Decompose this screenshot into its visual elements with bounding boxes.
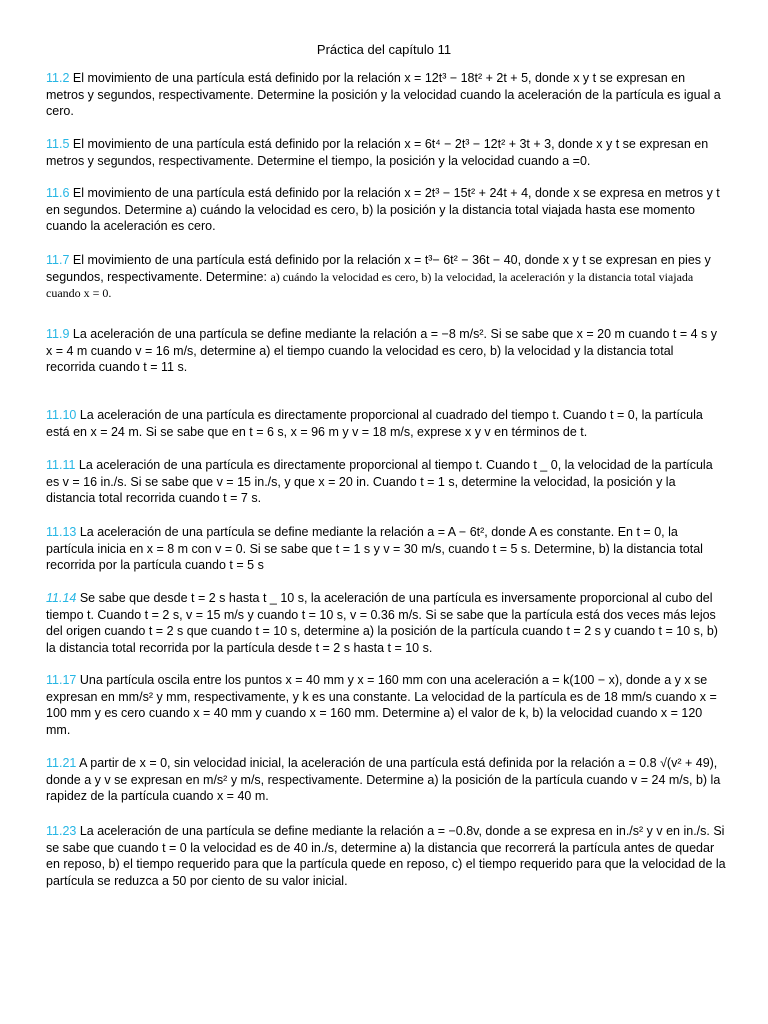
problem-11-9 [46, 326, 726, 376]
problem-text: Se sabe que desde t = 2 s hasta t _ 10 s, la aceleración de una partícula es inversamente proporcional al cubo del tiempo t. Cuando t = 2 s, v = 15 m/s y cuando t = 10 s, v = 0.36 m/s. Si se sabe que la partícula está dos veces más lejos del origen cuando t = 2 s que cuando t = 10 s, determine a) la posición de la partícula cuando t = 2 s y cuando t = 10 s, b) la distancia total recorrida por la partícula desde t = 2 s hasta t = 10 s. [46, 591, 718, 655]
problem-number: 11.7 [46, 253, 70, 267]
problem-number: 11.21 [46, 756, 77, 770]
problem-number: 11.11 [46, 458, 76, 472]
problem-text-continued: a) cuándo la velocidad es cero, b) la velocidad, la aceleración y la distancia total viajada cuando x = 0. [46, 269, 694, 300]
problem-text: El movimiento de una partícula está definido por la relación x = 6t⁴ − 2t³ − 12t² + 3t + 3, donde x y t se expresan en metros y segundos, respectivamente. Determine el tiempo, la posición y la velocidad cuando a =0. [46, 137, 709, 168]
problem-number: 11.6 [46, 186, 70, 200]
problem-number: 11.17 [46, 673, 77, 687]
problem-text: El movimiento de una partícula está definido por la relación x = 2t³ − 15t² + 24t + 4, donde x se expresa en metros y t en segundos. Determine a) cuándo la velocidad es cero, b) la posición y la distancia total viajada hasta ese momento cuando la aceleración es cero. [46, 186, 720, 233]
problem-11-5 [46, 136, 726, 169]
page-title: Práctica del capítulo 11 [316, 42, 452, 57]
problem-number: 11.10 [46, 408, 77, 422]
problem-11-2 [46, 70, 726, 120]
problem-11-10 [46, 407, 726, 440]
problem-text: La aceleración de una partícula se define mediante la relación a = A − 6t², donde A es constante. En t = 0, la partícula inicia en x = 8 m con v = 0. Si se sabe que t = 1 s y v = 30 m/s, cuando t = 5 s. Determine, b) la distancia total recorrida por la partícula cuando t = 5 s [46, 525, 703, 572]
problem-number: 11.2 [46, 71, 70, 85]
problem-11-7 [46, 252, 726, 302]
problem-11-17 [46, 672, 726, 738]
problem-11-11 [46, 457, 726, 507]
problem-text: El movimiento de una partícula está definido por la relación x = t³− 6t² − 36t − 40, donde x y t se expresan en pies y segundos, respectivamente. Determine: [46, 253, 711, 284]
problem-text: La aceleración de una partícula se define mediante la relación a = −0.8v, donde a se expresa en in./s² y v en in./s. Si se sabe que cuando t = 0 la velocidad es de 40 in./s, determine a) la distancia que recorrerá la partícula antes de quedar en reposo, b) el tiempo requerido para que la partícula quede en reposo, c) el tiempo requerido para que la velocidad de la partícula se reduzca a 50 por ciento de su valor inicial. [46, 824, 726, 888]
problem-11-14 [46, 590, 726, 656]
problem-11-23 [46, 823, 726, 889]
problem-text: La aceleración de una partícula es directamente proporcional al cuadrado del tiempo t. Cuando t = 0, la partícula está en x = 24 m. Si se sabe que en t = 6 s, x = 96 m y v = 18 m/s, exprese x y v en términos de t. [46, 408, 703, 439]
problem-text: A partir de x = 0, sin velocidad inicial, la aceleración de una partícula está definida por la relación a = 0.8 √(v² + 49), donde a y v se expresan en m/s² y m/s, respectivamente. Determine a) la posición de la partícula cuando v = 24 m/s, b) la rapidez de la partícula cuando x = 40 m. [46, 756, 721, 803]
problem-number: 11.9 [46, 327, 70, 341]
problem-text: Una partícula oscila entre los puntos x = 40 mm y x = 160 mm con una aceleración a = k(100 − x), donde a y x se expresan en mm/s² y mm, respectivamente, y k es una constante. La velocidad de la partícula es de 18 mm/s cuando x = 100 mm y es cero cuando x = 40 mm y cuando x = 160 mm. Determine a) el valor de k, b) la velocidad cuando x = 120 mm. [46, 673, 717, 737]
problem-text: La aceleración de una partícula se define mediante la relación a = −8 m/s². Si se sabe que x = 20 m cuando t = 4 s y x = 4 m cuando v = 16 m/s, determine a) el tiempo cuando la velocidad es cero, b) la velocidad y la distancia total recorrida cuando t = 11 s. [46, 327, 718, 374]
problem-11-13 [46, 524, 726, 574]
problem-number: 11.14 [46, 591, 77, 605]
problem-number: 11.13 [46, 525, 77, 539]
problem-11-6 [46, 185, 726, 235]
problem-text: El movimiento de una partícula está definido por la relación x = 12t³ − 18t² + 2t + 5, donde x y t se expresan en metros y segundos, respectivamente. Determine la posición y la velocidad cuando la aceleración de la partícula es igual a cero. [46, 71, 721, 118]
problem-number: 11.5 [46, 137, 70, 151]
problem-11-21 [46, 755, 726, 805]
problem-number: 11.23 [46, 824, 77, 838]
problem-text: La aceleración de una partícula es directamente proporcional al tiempo t. Cuando t _ 0, la velocidad de la partícula es v = 16 in./s. Si se sabe que v = 15 in./s, y que x = 20 in. Cuando t = 1 s, determine la velocidad, la posición y la distancia total recorrida cuando t = 7 s. [46, 458, 713, 505]
